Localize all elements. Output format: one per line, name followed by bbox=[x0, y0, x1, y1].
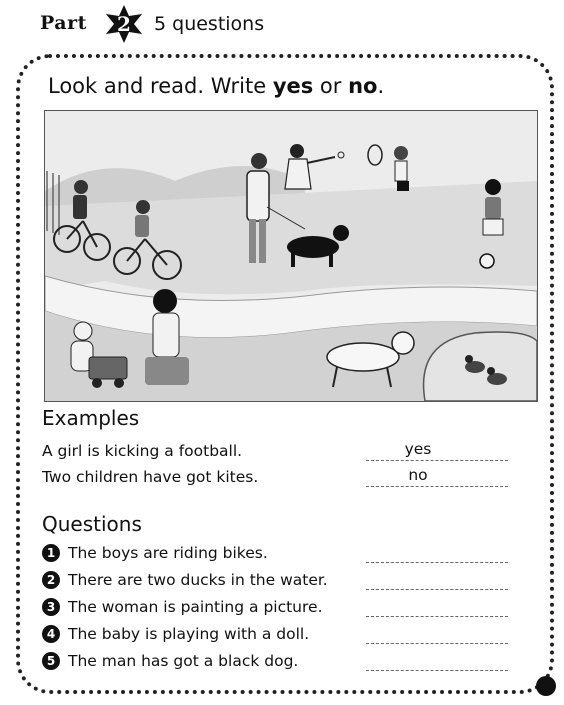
question-sentence: The man has got a black dog. bbox=[68, 652, 299, 670]
question-sentence: The boys are riding bikes. bbox=[68, 544, 268, 562]
question-sentence: The baby is playing with a doll. bbox=[68, 625, 310, 643]
question-sentence: The woman is painting a picture. bbox=[68, 598, 323, 616]
questions-heading: Questions bbox=[42, 512, 142, 536]
example-answer: yes bbox=[404, 440, 432, 458]
question-row bbox=[42, 623, 512, 647]
example-row bbox=[42, 440, 512, 464]
star-number-badge-icon bbox=[102, 4, 146, 44]
question-sentence: There are two ducks in the water. bbox=[68, 571, 328, 589]
instruction-middle: or bbox=[313, 74, 349, 98]
question-number-badge: 2 bbox=[42, 571, 60, 589]
example-sentence: A girl is kicking a football. bbox=[42, 442, 243, 460]
park-scene-illustration bbox=[44, 110, 538, 402]
question-row bbox=[42, 650, 512, 674]
instruction-prefix: Look and read. Write bbox=[48, 74, 273, 98]
question-row bbox=[42, 542, 512, 566]
part-label: Part bbox=[40, 12, 87, 34]
part-header bbox=[40, 4, 540, 44]
instruction-no-word: no bbox=[348, 74, 378, 98]
answer-line bbox=[366, 486, 508, 487]
question-number-badge: 4 bbox=[42, 625, 60, 643]
part-number: 2 bbox=[117, 12, 131, 36]
answer-input-line[interactable] bbox=[366, 616, 508, 617]
answer-line bbox=[366, 460, 508, 461]
question-row bbox=[42, 596, 512, 620]
part-subtitle: 5 questions bbox=[154, 13, 265, 35]
answer-input-line[interactable] bbox=[366, 643, 508, 644]
examples-heading: Examples bbox=[42, 406, 140, 430]
question-number-badge: 1 bbox=[42, 544, 60, 562]
answer-input-line[interactable] bbox=[366, 562, 508, 563]
question-number-badge: 3 bbox=[42, 598, 60, 616]
example-answer: no bbox=[408, 466, 428, 484]
instruction bbox=[48, 74, 384, 98]
answer-input-line[interactable] bbox=[366, 670, 508, 671]
instruction-suffix: . bbox=[377, 74, 385, 98]
instruction-yes-word: yes bbox=[272, 74, 314, 98]
corner-dot-icon bbox=[536, 676, 556, 696]
question-row bbox=[42, 569, 512, 593]
example-row bbox=[42, 466, 512, 490]
answer-input-line[interactable] bbox=[366, 589, 508, 590]
question-number-badge: 5 bbox=[42, 652, 60, 670]
example-sentence: Two children have got kites. bbox=[42, 468, 259, 486]
